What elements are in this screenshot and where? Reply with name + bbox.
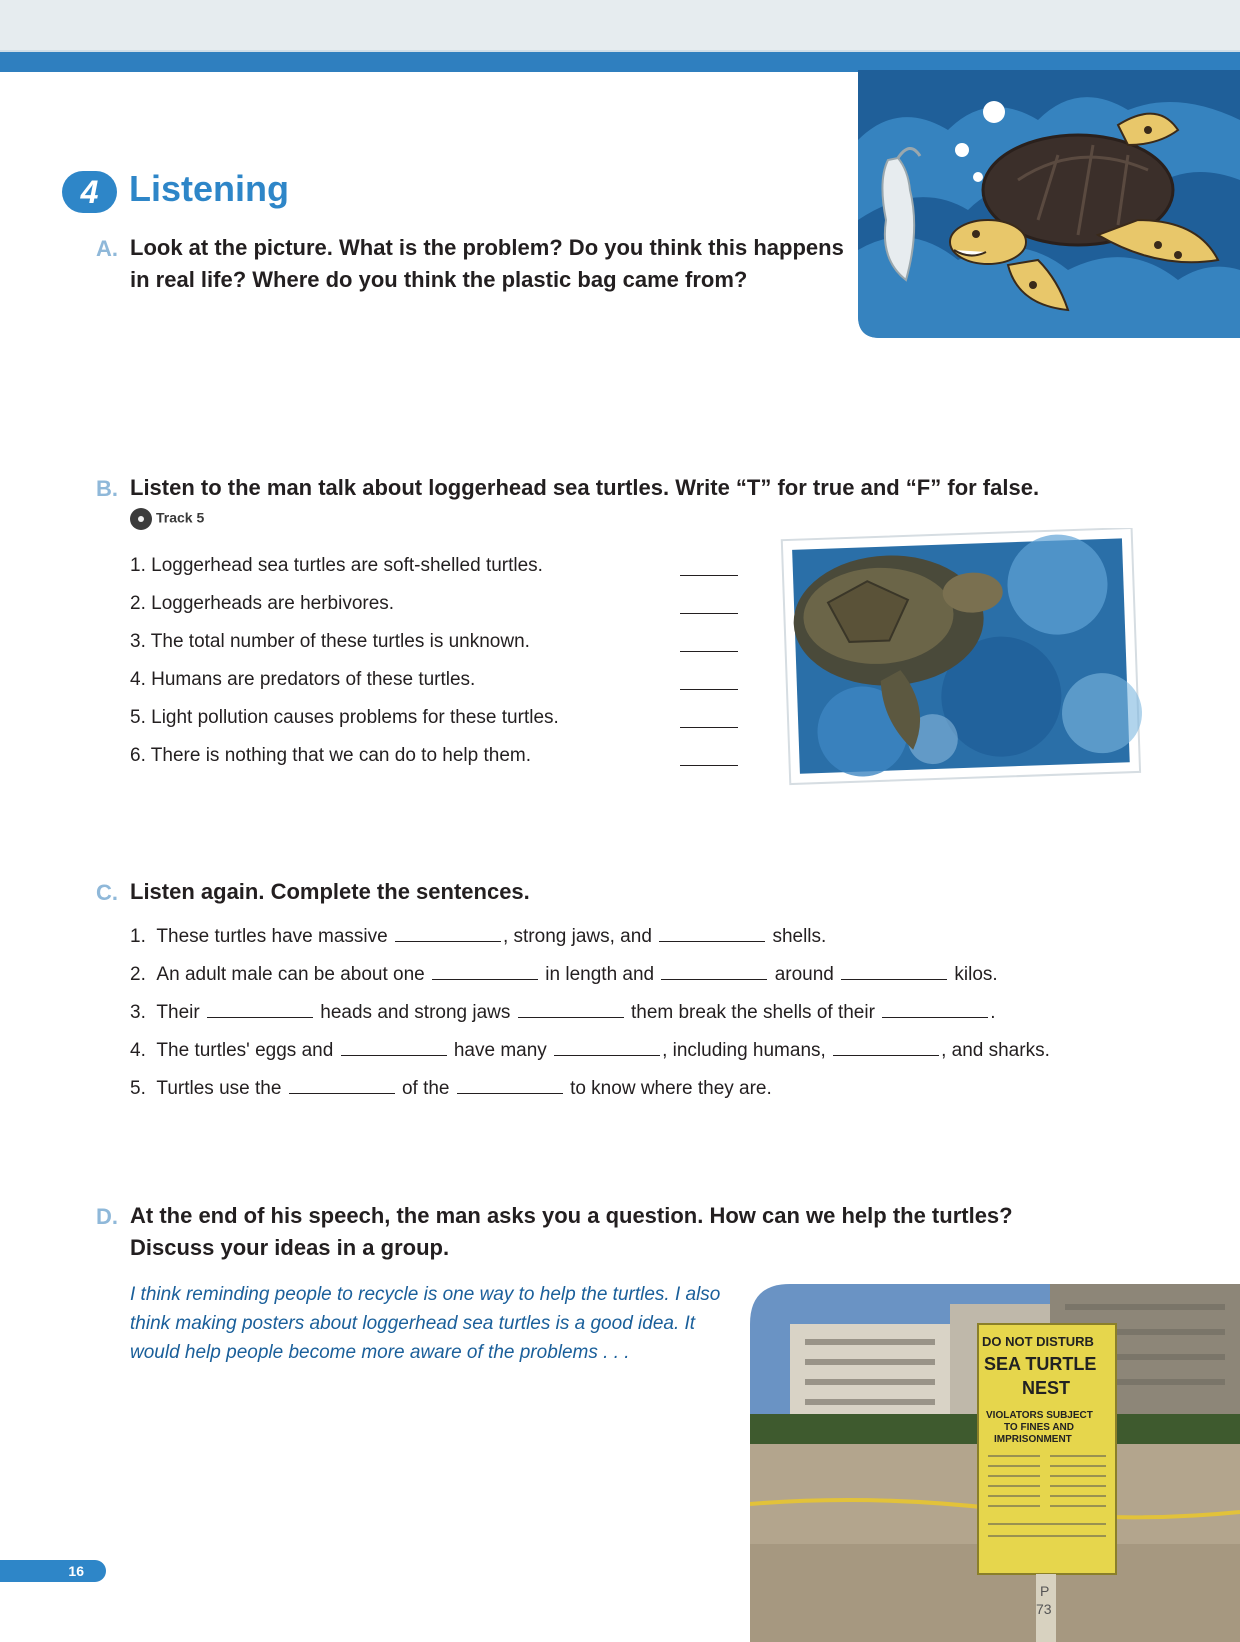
answer-blank[interactable] bbox=[659, 940, 765, 942]
answer-blank[interactable] bbox=[457, 1092, 563, 1094]
sign-line: VIOLATORS SUBJECT bbox=[986, 1410, 1093, 1421]
question-d-line2: Discuss your ideas in a group. bbox=[130, 1235, 450, 1260]
sign-line: IMPRISONMENT bbox=[994, 1434, 1072, 1445]
audio-track-label[interactable] bbox=[130, 508, 204, 530]
answer-blank[interactable] bbox=[432, 978, 538, 980]
tf-item: 3. The total number of these turtles is unknown. bbox=[130, 631, 530, 652]
section-title: Listening bbox=[129, 168, 289, 209]
sentence-part: , including humans, bbox=[662, 1040, 826, 1061]
item-number: 1. bbox=[130, 926, 146, 947]
sentence-part: Turtles use the bbox=[156, 1078, 282, 1099]
tf-item: 1. Loggerhead sea turtles are soft-shelled turtles. bbox=[130, 555, 543, 576]
question-c-letter: C. bbox=[96, 880, 118, 905]
tf-answer-blank[interactable] bbox=[680, 688, 738, 690]
question-a-letter: A. bbox=[96, 236, 118, 261]
sign-line: DO NOT DISTURB bbox=[982, 1334, 1094, 1349]
tf-item: 2. Loggerheads are herbivores. bbox=[130, 593, 395, 614]
post-number: 73 bbox=[1036, 1601, 1052, 1617]
sentence-part: , strong jaws, and bbox=[502, 926, 652, 947]
item-number: 3. bbox=[130, 1002, 146, 1023]
tf-answer-blank[interactable] bbox=[680, 764, 738, 766]
turtle-nest-sign-photo bbox=[750, 1284, 1240, 1642]
tf-answer-blank[interactable] bbox=[680, 574, 738, 576]
sentence-part: An adult male can be about one bbox=[156, 964, 425, 985]
question-a-line2: in real life? Where do you think the plastic bag came from? bbox=[130, 267, 748, 292]
answer-blank[interactable] bbox=[882, 1016, 988, 1018]
answer-blank[interactable] bbox=[554, 1054, 660, 1056]
page-number: 16 bbox=[0, 1560, 106, 1582]
sentence-part: in length and bbox=[545, 964, 655, 985]
sign-line: TO FINES AND bbox=[1004, 1422, 1075, 1433]
tf-answer-blank[interactable] bbox=[680, 726, 738, 728]
question-c-text: Listen again. Complete the sentences. bbox=[130, 879, 530, 904]
tf-item: 5. Light pollution causes problems for these turtles. bbox=[130, 707, 559, 728]
completion-item-1 bbox=[130, 926, 826, 948]
sentence-part: , and sharks. bbox=[941, 1040, 1050, 1061]
item-number: 5. bbox=[130, 1078, 146, 1099]
question-d-letter: D. bbox=[96, 1204, 118, 1229]
completion-item-4 bbox=[130, 1040, 1050, 1062]
answer-blank[interactable] bbox=[661, 978, 767, 980]
completion-item-2 bbox=[130, 964, 998, 986]
answer-blank[interactable] bbox=[841, 978, 947, 980]
answer-blank[interactable] bbox=[289, 1092, 395, 1094]
sentence-part: of the bbox=[401, 1078, 450, 1099]
question-d-line1: At the end of his speech, the man asks you a question. How can we help the turtles? bbox=[130, 1203, 1013, 1228]
example-answer-line: would help people become more aware of the problems . . . bbox=[130, 1342, 630, 1363]
answer-blank[interactable] bbox=[341, 1054, 447, 1056]
example-answer-line: I think reminding people to recycle is one way to help the turtles. I also bbox=[130, 1284, 721, 1305]
sign-line: NEST bbox=[1022, 1378, 1071, 1398]
sentence-part: have many bbox=[453, 1040, 547, 1061]
sentence-part: to know where they are. bbox=[570, 1078, 772, 1099]
top-blue-stripe bbox=[0, 52, 1240, 72]
cd-icon bbox=[130, 508, 152, 530]
top-band bbox=[0, 0, 1240, 52]
tf-answer-blank[interactable] bbox=[680, 650, 738, 652]
completion-item-3 bbox=[130, 1002, 996, 1024]
tf-item: 6. There is nothing that we can do to help them. bbox=[130, 745, 532, 766]
sentence-part: around bbox=[774, 964, 834, 985]
post-label: P bbox=[1040, 1583, 1050, 1599]
question-b-text: Listen to the man talk about loggerhead sea turtles. Write “T” for true and “F” for false. bbox=[130, 475, 1040, 500]
question-a-line1: Look at the picture. What is the problem? Do you think this happens bbox=[130, 235, 844, 260]
sign-line: SEA TURTLE bbox=[984, 1354, 1097, 1374]
cartoon-turtle-illustration bbox=[858, 70, 1240, 338]
answer-blank[interactable] bbox=[207, 1016, 313, 1018]
item-number: 2. bbox=[130, 964, 146, 985]
track-number: Track 5 bbox=[156, 509, 205, 526]
answer-blank[interactable] bbox=[518, 1016, 624, 1018]
sentence-part: Their bbox=[156, 1002, 200, 1023]
sentence-part: The turtles' eggs and bbox=[156, 1040, 334, 1061]
sentence-part: kilos. bbox=[954, 964, 998, 985]
item-number: 4. bbox=[130, 1040, 146, 1061]
sentence-part: shells. bbox=[772, 926, 827, 947]
sentence-part: . bbox=[990, 1002, 996, 1023]
answer-blank[interactable] bbox=[395, 940, 501, 942]
example-answer-line: think making posters about loggerhead sea turtles is a good idea. It bbox=[130, 1313, 696, 1334]
answer-blank[interactable] bbox=[833, 1054, 939, 1056]
completion-item-5 bbox=[130, 1078, 772, 1100]
sentence-part: These turtles have massive bbox=[156, 926, 388, 947]
tf-answer-blank[interactable] bbox=[680, 612, 738, 614]
example-answer bbox=[130, 1280, 750, 1367]
sentence-part: them break the shells of their bbox=[630, 1002, 875, 1023]
sentence-part: heads and strong jaws bbox=[320, 1002, 511, 1023]
section-number-badge: 4 bbox=[62, 171, 117, 213]
sea-turtle-photo bbox=[780, 528, 1144, 788]
question-b-letter: B. bbox=[96, 476, 118, 501]
tf-item: 4. Humans are predators of these turtles. bbox=[130, 669, 476, 690]
